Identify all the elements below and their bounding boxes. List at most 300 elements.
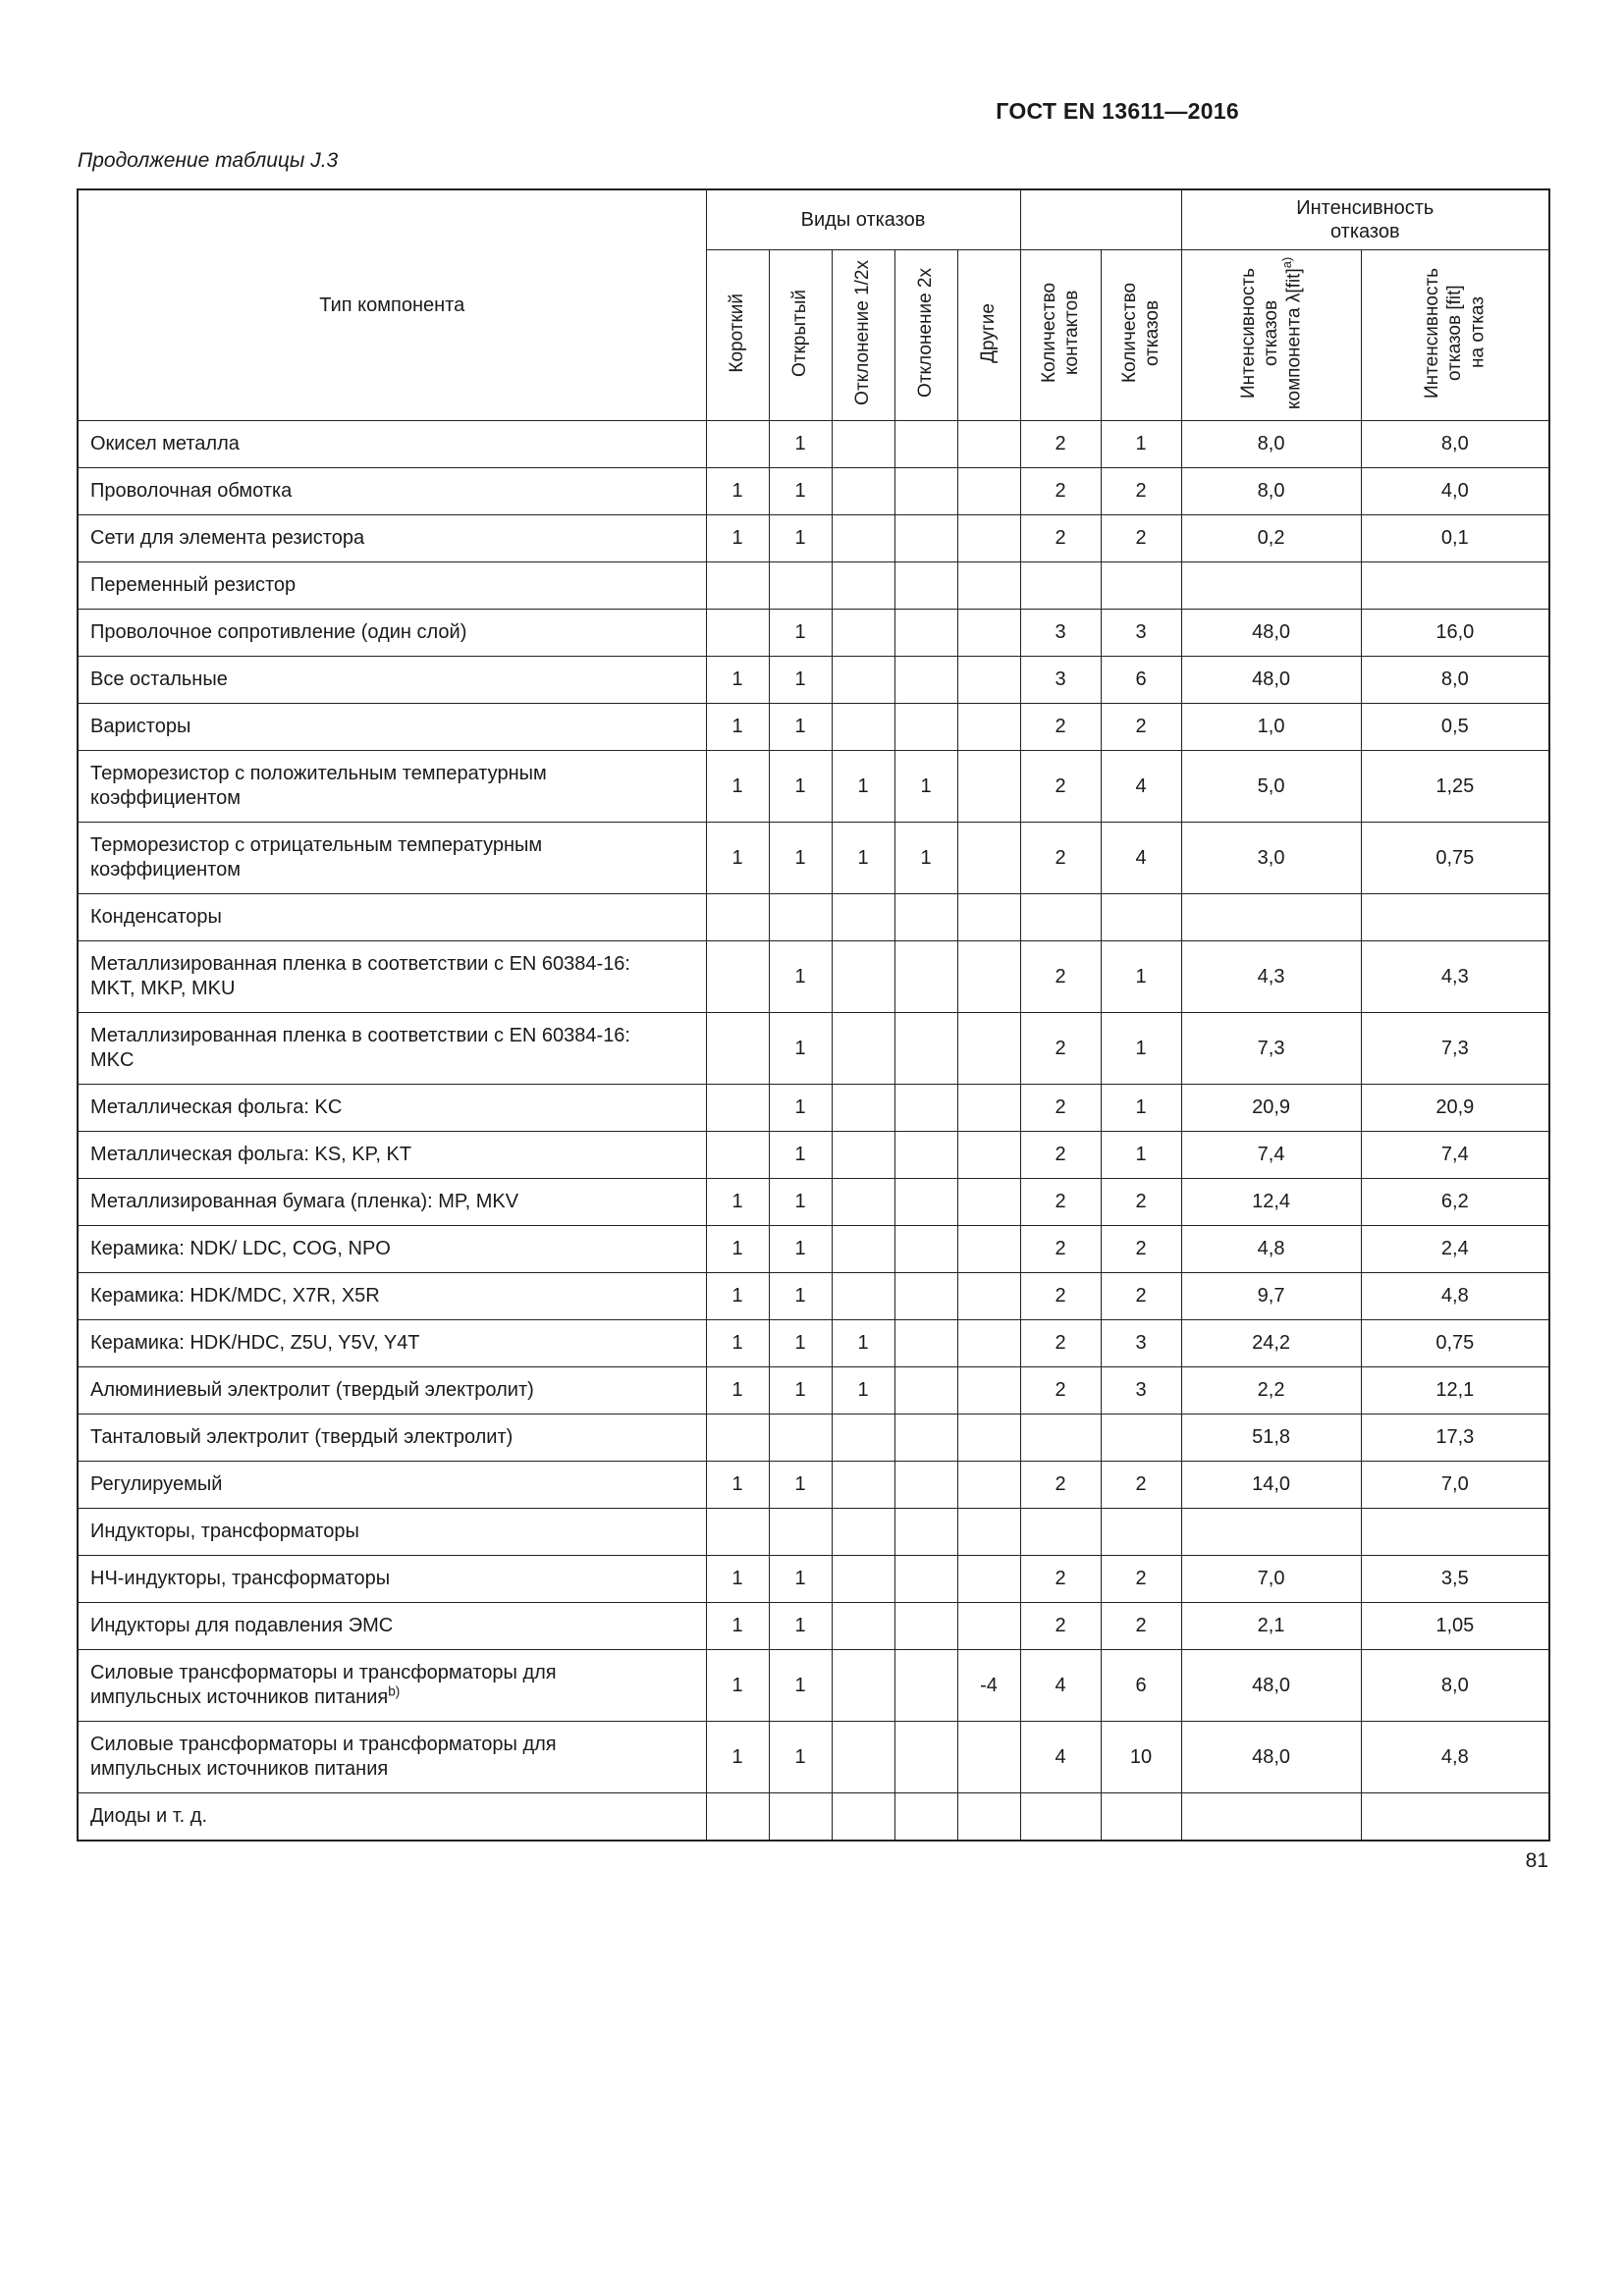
cell-contact-count: 2 (1020, 1273, 1101, 1320)
cell-component-failure-intensity: 5,0 (1181, 751, 1361, 823)
footnote-marker: b) (388, 1683, 401, 1699)
cell-open-failure: 1 (769, 421, 832, 468)
table-row (78, 657, 1549, 704)
cell-short-failure (706, 1132, 769, 1179)
table-row (78, 610, 1549, 657)
table-row (78, 1603, 1549, 1650)
cell-per-failure-intensity (1361, 894, 1549, 941)
cell-other-failures (957, 1085, 1020, 1132)
cell-deviation-2x (894, 610, 957, 657)
table-row (78, 1556, 1549, 1603)
cell-other-failures (957, 751, 1020, 823)
table-row (78, 1132, 1549, 1179)
cell-short-failure: 1 (706, 1722, 769, 1793)
component-type-cell: Алюминиевый электролит (твердый электролит) (78, 1367, 706, 1415)
cell-deviation-2x (894, 657, 957, 704)
component-type-cell: Все остальные (78, 657, 706, 704)
cell-open-failure: 1 (769, 751, 832, 823)
cell-contact-count: 2 (1020, 1226, 1101, 1273)
cell-contact-count (1020, 1509, 1101, 1556)
cell-deviation-2x (894, 468, 957, 515)
cell-deviation-2x (894, 1273, 957, 1320)
cell-open-failure: 1 (769, 1556, 832, 1603)
cell-per-failure-intensity: 3,5 (1361, 1556, 1549, 1603)
cell-per-failure-intensity: 8,0 (1361, 657, 1549, 704)
header-component-type: Тип компонента (78, 189, 706, 421)
cell-short-failure (706, 1013, 769, 1085)
table-row (78, 941, 1549, 1013)
cell-contact-count: 2 (1020, 1085, 1101, 1132)
cell-deviation-half-2x (832, 941, 894, 1013)
table-row (78, 751, 1549, 823)
cell-component-failure-intensity (1181, 562, 1361, 610)
cell-short-failure: 1 (706, 657, 769, 704)
cell-short-failure: 1 (706, 1650, 769, 1722)
column-header-failure-count (1101, 250, 1181, 421)
component-type-cell: Керамика: HDK/HDC, Z5U, Y5V, Y4T (78, 1320, 706, 1367)
component-failure-table (77, 188, 1550, 1842)
column-header-label: Количество отказов (1118, 282, 1164, 384)
cell-contact-count: 3 (1020, 657, 1101, 704)
component-type-cell: Проволочная обмотка (78, 468, 706, 515)
cell-component-failure-intensity: 48,0 (1181, 1722, 1361, 1793)
cell-other-failures (957, 468, 1020, 515)
cell-component-failure-intensity: 48,0 (1181, 610, 1361, 657)
cell-contact-count: 2 (1020, 1367, 1101, 1415)
cell-deviation-half-2x (832, 1179, 894, 1226)
cell-deviation-half-2x (832, 1415, 894, 1462)
cell-deviation-2x (894, 1013, 957, 1085)
column-header-label: Отклонение 2x (915, 268, 937, 398)
cell-contact-count: 2 (1020, 704, 1101, 751)
cell-contact-count: 2 (1020, 421, 1101, 468)
cell-deviation-2x (894, 1367, 957, 1415)
cell-failure-count (1101, 562, 1181, 610)
cell-deviation-2x (894, 704, 957, 751)
cell-other-failures (957, 1722, 1020, 1793)
cell-contact-count: 3 (1020, 610, 1101, 657)
table-row (78, 823, 1549, 894)
column-header-per-failure-intensity (1361, 250, 1549, 421)
cell-deviation-half-2x: 1 (832, 1367, 894, 1415)
cell-failure-count: 2 (1101, 1273, 1181, 1320)
cell-contact-count: 2 (1020, 515, 1101, 562)
cell-deviation-2x: 1 (894, 751, 957, 823)
cell-failure-count: 1 (1101, 1013, 1181, 1085)
column-header-label: Короткий (727, 293, 748, 373)
component-type-cell: Терморезистор с положительным температурным коэффициентом (78, 751, 706, 823)
cell-deviation-half-2x (832, 1650, 894, 1722)
column-header-label: Интенсивность отказов [fit] на отказ (1422, 267, 1489, 399)
cell-per-failure-intensity: 1,25 (1361, 751, 1549, 823)
cell-deviation-2x (894, 1722, 957, 1793)
cell-per-failure-intensity: 7,3 (1361, 1013, 1549, 1085)
cell-failure-count: 2 (1101, 1179, 1181, 1226)
cell-other-failures (957, 1415, 1020, 1462)
cell-component-failure-intensity: 7,3 (1181, 1013, 1361, 1085)
cell-other-failures (957, 1367, 1020, 1415)
cell-failure-count (1101, 1793, 1181, 1842)
cell-component-failure-intensity: 2,2 (1181, 1367, 1361, 1415)
cell-deviation-half-2x (832, 1226, 894, 1273)
table-row (78, 1367, 1549, 1415)
group-label-intensity: Интенсивность отказов (1296, 197, 1435, 242)
cell-deviation-half-2x (832, 657, 894, 704)
cell-open-failure: 1 (769, 1132, 832, 1179)
cell-failure-count: 3 (1101, 610, 1181, 657)
cell-per-failure-intensity: 16,0 (1361, 610, 1549, 657)
component-type-cell: Сети для элемента резистора (78, 515, 706, 562)
cell-open-failure: 1 (769, 823, 832, 894)
cell-deviation-half-2x (832, 1132, 894, 1179)
component-type-cell: Регулируемый (78, 1462, 706, 1509)
component-type-cell: Металлизированная бумага (пленка): MP, MKV (78, 1179, 706, 1226)
cell-other-failures (957, 610, 1020, 657)
cell-per-failure-intensity: 4,8 (1361, 1722, 1549, 1793)
table-row (78, 1509, 1549, 1556)
table-row (78, 1650, 1549, 1722)
cell-contact-count: 2 (1020, 1013, 1101, 1085)
cell-deviation-2x (894, 1603, 957, 1650)
cell-short-failure: 1 (706, 515, 769, 562)
document-designation: ГОСТ EN 13611—2016 (996, 98, 1239, 124)
cell-deviation-2x (894, 1509, 957, 1556)
group-label-failure-modes: Виды отказов (800, 209, 926, 231)
cell-other-failures (957, 1273, 1020, 1320)
cell-other-failures (957, 1179, 1020, 1226)
table-row (78, 562, 1549, 610)
table-row (78, 1415, 1549, 1462)
cell-per-failure-intensity (1361, 1793, 1549, 1842)
cell-contact-count: 2 (1020, 1132, 1101, 1179)
table-caption: Продолжение таблицы J.3 (78, 149, 339, 172)
cell-per-failure-intensity: 7,0 (1361, 1462, 1549, 1509)
cell-deviation-half-2x (832, 1722, 894, 1793)
table-row (78, 1226, 1549, 1273)
cell-component-failure-intensity: 4,3 (1181, 941, 1361, 1013)
cell-other-failures (957, 1132, 1020, 1179)
cell-open-failure: 1 (769, 1367, 832, 1415)
cell-open-failure: 1 (769, 1603, 832, 1650)
cell-contact-count: 2 (1020, 1556, 1101, 1603)
cell-open-failure: 1 (769, 1462, 832, 1509)
table-row (78, 515, 1549, 562)
cell-component-failure-intensity: 20,9 (1181, 1085, 1361, 1132)
cell-failure-count (1101, 1415, 1181, 1462)
cell-short-failure (706, 421, 769, 468)
cell-failure-count: 1 (1101, 941, 1181, 1013)
cell-contact-count (1020, 562, 1101, 610)
cell-failure-count: 2 (1101, 1226, 1181, 1273)
cell-deviation-half-2x (832, 1462, 894, 1509)
table-row (78, 1722, 1549, 1793)
table-row (78, 894, 1549, 941)
cell-short-failure (706, 562, 769, 610)
cell-short-failure (706, 1085, 769, 1132)
cell-deviation-half-2x: 1 (832, 823, 894, 894)
cell-failure-count: 3 (1101, 1367, 1181, 1415)
cell-deviation-2x (894, 1179, 957, 1226)
header-group-failure-modes (706, 189, 1020, 250)
cell-short-failure (706, 941, 769, 1013)
cell-failure-count: 2 (1101, 1556, 1181, 1603)
cell-short-failure: 1 (706, 823, 769, 894)
cell-per-failure-intensity: 17,3 (1361, 1415, 1549, 1462)
cell-deviation-2x: 1 (894, 823, 957, 894)
cell-other-failures (957, 1556, 1020, 1603)
component-type-cell: Металлизированная пленка в соответствии с EN 60384-16: MKT, MKP, MKU (78, 941, 706, 1013)
component-type-cell: Танталовый электролит (твердый электролит) (78, 1415, 706, 1462)
page-number: 81 (1525, 1849, 1548, 1872)
cell-contact-count: 2 (1020, 941, 1101, 1013)
component-type-cell: Керамика: HDK/MDC, X7R, X5R (78, 1273, 706, 1320)
cell-short-failure: 1 (706, 1179, 769, 1226)
cell-deviation-half-2x (832, 468, 894, 515)
cell-deviation-half-2x (832, 610, 894, 657)
cell-open-failure (769, 1415, 832, 1462)
cell-contact-count (1020, 1415, 1101, 1462)
cell-open-failure: 1 (769, 1320, 832, 1367)
cell-per-failure-intensity: 0,75 (1361, 823, 1549, 894)
cell-deviation-half-2x (832, 421, 894, 468)
cell-open-failure: 1 (769, 1226, 832, 1273)
cell-open-failure: 1 (769, 1085, 832, 1132)
cell-per-failure-intensity: 4,0 (1361, 468, 1549, 515)
table-row (78, 1793, 1549, 1842)
header-group-spacer (1020, 189, 1181, 250)
cell-per-failure-intensity: 20,9 (1361, 1085, 1549, 1132)
cell-failure-count: 3 (1101, 1320, 1181, 1367)
cell-open-failure (769, 1793, 832, 1842)
component-type-cell: Диоды и т. д. (78, 1793, 706, 1842)
table-row (78, 1085, 1549, 1132)
component-type-cell: Переменный резистор (78, 562, 706, 610)
cell-deviation-half-2x (832, 894, 894, 941)
cell-failure-count: 2 (1101, 1603, 1181, 1650)
cell-component-failure-intensity: 2,1 (1181, 1603, 1361, 1650)
table-header (78, 189, 1549, 421)
table-row (78, 1273, 1549, 1320)
table-row (78, 1013, 1549, 1085)
cell-short-failure: 1 (706, 704, 769, 751)
cell-contact-count: 2 (1020, 751, 1101, 823)
table-row (78, 1179, 1549, 1226)
cell-open-failure (769, 894, 832, 941)
component-type-cell: Металлизированная пленка в соответствии с EN 60384-16: MKC (78, 1013, 706, 1085)
column-header-label: Количество контактов (1038, 282, 1083, 384)
cell-component-failure-intensity: 12,4 (1181, 1179, 1361, 1226)
cell-other-failures (957, 941, 1020, 1013)
cell-per-failure-intensity: 1,05 (1361, 1603, 1549, 1650)
cell-open-failure: 1 (769, 704, 832, 751)
cell-other-failures (957, 823, 1020, 894)
table-row (78, 468, 1549, 515)
cell-component-failure-intensity: 24,2 (1181, 1320, 1361, 1367)
component-type-cell: Варисторы (78, 704, 706, 751)
cell-per-failure-intensity: 12,1 (1361, 1367, 1549, 1415)
cell-deviation-2x (894, 1462, 957, 1509)
cell-open-failure: 1 (769, 1179, 832, 1226)
cell-deviation-2x (894, 421, 957, 468)
cell-failure-count: 1 (1101, 1085, 1181, 1132)
cell-component-failure-intensity: 7,0 (1181, 1556, 1361, 1603)
cell-failure-count: 10 (1101, 1722, 1181, 1793)
cell-per-failure-intensity: 7,4 (1361, 1132, 1549, 1179)
cell-short-failure (706, 1415, 769, 1462)
column-header-other-failures (957, 250, 1020, 421)
cell-component-failure-intensity (1181, 894, 1361, 941)
cell-other-failures (957, 421, 1020, 468)
cell-contact-count: 2 (1020, 823, 1101, 894)
cell-contact-count: 4 (1020, 1722, 1101, 1793)
cell-deviation-half-2x (832, 562, 894, 610)
cell-deviation-half-2x (832, 1793, 894, 1842)
column-header-label: Другие (978, 302, 1000, 363)
cell-deviation-half-2x: 1 (832, 1320, 894, 1367)
cell-per-failure-intensity: 4,8 (1361, 1273, 1549, 1320)
cell-other-failures (957, 1320, 1020, 1367)
cell-per-failure-intensity: 0,1 (1361, 515, 1549, 562)
cell-failure-count: 6 (1101, 657, 1181, 704)
cell-failure-count: 6 (1101, 1650, 1181, 1722)
cell-per-failure-intensity: 2,4 (1361, 1226, 1549, 1273)
cell-failure-count: 1 (1101, 421, 1181, 468)
cell-failure-count: 1 (1101, 1132, 1181, 1179)
cell-component-failure-intensity (1181, 1793, 1361, 1842)
cell-short-failure: 1 (706, 1556, 769, 1603)
cell-short-failure: 1 (706, 1367, 769, 1415)
cell-deviation-2x (894, 1320, 957, 1367)
component-type-cell: Индукторы, трансформаторы (78, 1509, 706, 1556)
component-type-cell: Терморезистор с отрицательным температурным коэффициентом (78, 823, 706, 894)
cell-per-failure-intensity: 8,0 (1361, 421, 1549, 468)
cell-short-failure: 1 (706, 1273, 769, 1320)
cell-deviation-half-2x (832, 1013, 894, 1085)
table-row (78, 704, 1549, 751)
cell-component-failure-intensity: 48,0 (1181, 1650, 1361, 1722)
cell-deviation-half-2x (832, 1556, 894, 1603)
cell-other-failures (957, 657, 1020, 704)
cell-deviation-2x (894, 1415, 957, 1462)
component-type-cell: Керамика: NDK/ LDC, COG, NPO (78, 1226, 706, 1273)
cell-short-failure: 1 (706, 751, 769, 823)
cell-failure-count: 4 (1101, 823, 1181, 894)
cell-contact-count: 4 (1020, 1650, 1101, 1722)
cell-other-failures (957, 1226, 1020, 1273)
cell-failure-count: 2 (1101, 468, 1181, 515)
cell-component-failure-intensity: 51,8 (1181, 1415, 1361, 1462)
cell-short-failure (706, 1793, 769, 1842)
column-header-label: Интенсивность отказов компонента λ[fit]$^{a)}$ (1237, 256, 1305, 409)
cell-deviation-2x (894, 1556, 957, 1603)
cell-contact-count: 2 (1020, 1603, 1101, 1650)
cell-component-failure-intensity: 3,0 (1181, 823, 1361, 894)
cell-other-failures (957, 515, 1020, 562)
cell-component-failure-intensity: 1,0 (1181, 704, 1361, 751)
header-group-intensity (1181, 189, 1549, 250)
cell-deviation-2x (894, 894, 957, 941)
cell-short-failure: 1 (706, 1603, 769, 1650)
cell-per-failure-intensity (1361, 1509, 1549, 1556)
component-type-cell: Металлическая фольга: KS, KP, KT (78, 1132, 706, 1179)
cell-deviation-half-2x (832, 515, 894, 562)
cell-open-failure: 1 (769, 468, 832, 515)
cell-open-failure: 1 (769, 1273, 832, 1320)
cell-deviation-half-2x: 1 (832, 751, 894, 823)
component-type-cell: Силовые трансформаторы и трансформаторы для импульсных источников питания$^{b)}$ (78, 1650, 706, 1722)
table-row (78, 1320, 1549, 1367)
cell-open-failure (769, 562, 832, 610)
cell-contact-count (1020, 894, 1101, 941)
cell-failure-count (1101, 1509, 1181, 1556)
cell-open-failure (769, 1509, 832, 1556)
cell-deviation-half-2x (832, 1603, 894, 1650)
column-header-contact-count (1020, 250, 1101, 421)
cell-open-failure: 1 (769, 610, 832, 657)
cell-component-failure-intensity (1181, 1509, 1361, 1556)
column-header-label: Отклонение 1/2x (852, 260, 874, 405)
cell-open-failure: 1 (769, 941, 832, 1013)
cell-deviation-2x (894, 941, 957, 1013)
cell-per-failure-intensity: 0,75 (1361, 1320, 1549, 1367)
column-header-label: Открытый (789, 289, 811, 377)
cell-component-failure-intensity: 8,0 (1181, 468, 1361, 515)
cell-short-failure (706, 894, 769, 941)
cell-open-failure: 1 (769, 515, 832, 562)
cell-contact-count: 2 (1020, 1320, 1101, 1367)
footnote-marker: a) (1278, 256, 1294, 268)
column-header-open-failure (769, 250, 832, 421)
cell-other-failures: -4 (957, 1650, 1020, 1722)
cell-short-failure (706, 610, 769, 657)
cell-other-failures (957, 1509, 1020, 1556)
cell-per-failure-intensity: 0,5 (1361, 704, 1549, 751)
cell-short-failure: 1 (706, 1320, 769, 1367)
cell-other-failures (957, 1793, 1020, 1842)
cell-component-failure-intensity: 8,0 (1181, 421, 1361, 468)
cell-deviation-2x (894, 515, 957, 562)
cell-open-failure: 1 (769, 1722, 832, 1793)
cell-deviation-half-2x (832, 1273, 894, 1320)
cell-component-failure-intensity: 7,4 (1181, 1132, 1361, 1179)
cell-contact-count: 2 (1020, 1179, 1101, 1226)
cell-component-failure-intensity: 4,8 (1181, 1226, 1361, 1273)
cell-other-failures (957, 562, 1020, 610)
cell-failure-count: 2 (1101, 1462, 1181, 1509)
cell-per-failure-intensity: 6,2 (1361, 1179, 1549, 1226)
cell-component-failure-intensity: 14,0 (1181, 1462, 1361, 1509)
cell-deviation-2x (894, 562, 957, 610)
cell-deviation-2x (894, 1132, 957, 1179)
cell-deviation-2x (894, 1085, 957, 1132)
cell-contact-count: 2 (1020, 1462, 1101, 1509)
component-type-cell: Окисел металла (78, 421, 706, 468)
component-type-cell: НЧ-индукторы, трансформаторы (78, 1556, 706, 1603)
group-header-row (78, 189, 1549, 250)
cell-open-failure: 1 (769, 1650, 832, 1722)
cell-component-failure-intensity: 48,0 (1181, 657, 1361, 704)
table-row (78, 1462, 1549, 1509)
cell-deviation-half-2x (832, 704, 894, 751)
column-header-short-failure (706, 250, 769, 421)
cell-component-failure-intensity: 0,2 (1181, 515, 1361, 562)
component-type-cell: Силовые трансформаторы и трансформаторы для импульсных источников питания (78, 1722, 706, 1793)
cell-short-failure: 1 (706, 1462, 769, 1509)
cell-short-failure: 1 (706, 468, 769, 515)
cell-failure-count (1101, 894, 1181, 941)
cell-other-failures (957, 704, 1020, 751)
column-header-deviation-half-2x (832, 250, 894, 421)
